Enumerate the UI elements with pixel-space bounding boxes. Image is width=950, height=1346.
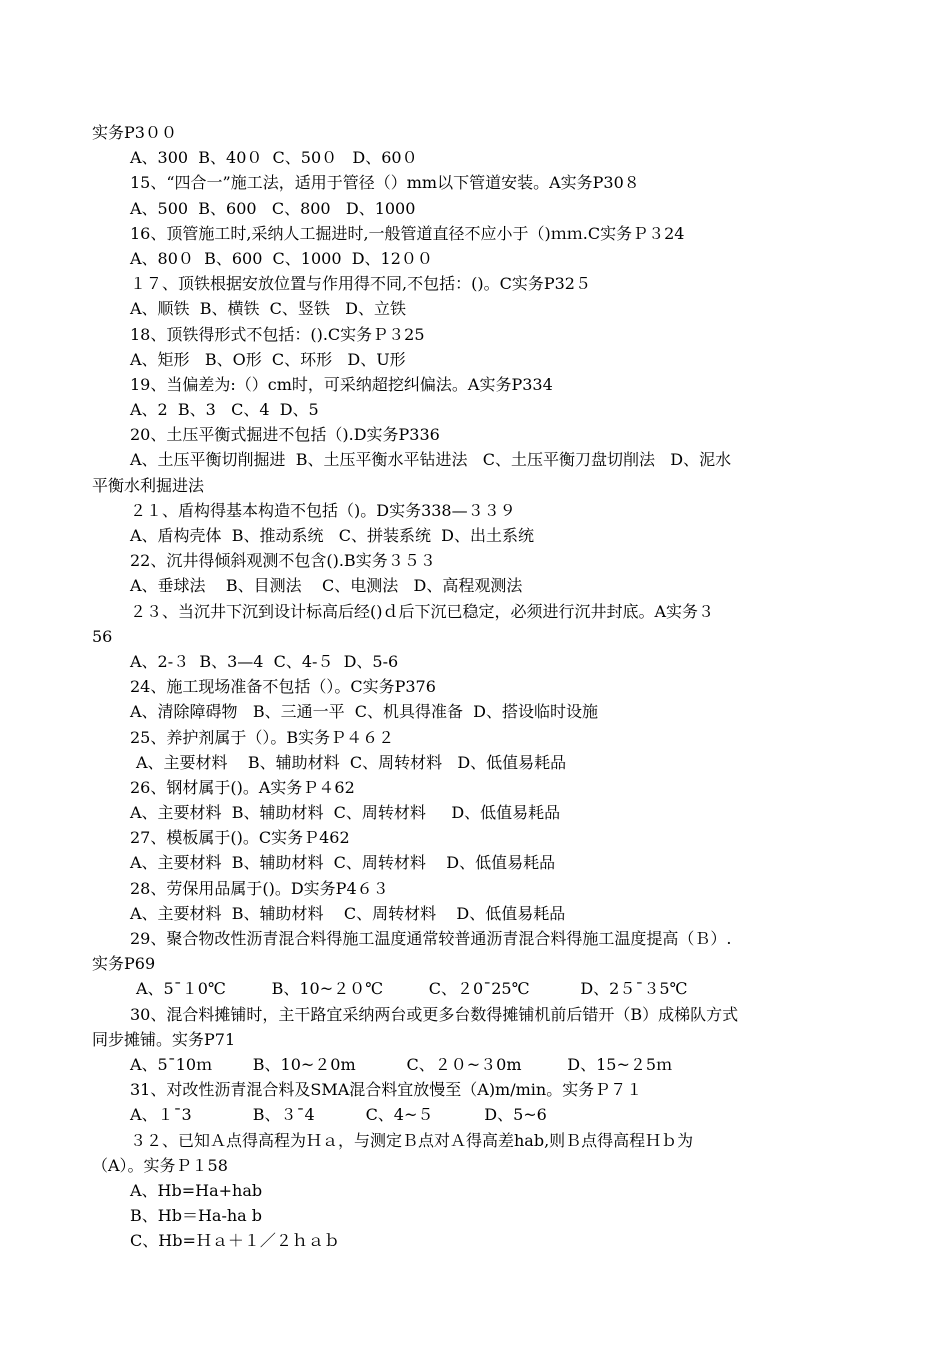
text-line: （A）。实务Ｐ１58 xyxy=(92,1155,228,1175)
text-line: A、顺铁 B、横铁 C、竖铁 D、立铁 xyxy=(130,299,406,319)
text-line: A、矩形 B、O形 C、环形 D、U形 xyxy=(130,349,406,369)
text-line: A、垂球法 B、目测法 C、电测法 D、高程观测法 xyxy=(130,576,523,596)
text-line: 16、顶管施工时,采纳人工掘进时,一般管道直径不应小于（)ｍｍ.C实务Ｐ３24 xyxy=(130,223,685,243)
text-line: A、盾构壳体 B、推动系统 C、拼装系统 D、出土系统 xyxy=(130,526,534,545)
text-line: A、Hb=Ha+hab xyxy=(130,1180,263,1200)
document-page xyxy=(92,120,862,1253)
text-line: １７、顶铁根据安放位置与作用得不同,不包括：()。C实务P32５ xyxy=(130,274,591,294)
text-line: A、2 B、3 C、4 D、5 xyxy=(130,400,319,420)
text-line: A、主要材料 B、辅助材料 C、周转材料 D、低值易耗品 xyxy=(136,752,567,772)
text-line: A、5¯10ｍ B、10~２0m C、２０~３0m D、15~２5ｍ xyxy=(130,1054,673,1074)
text-line: 25、养护剂属于（）。B实务Ｐ４６２ xyxy=(130,727,395,747)
text-line: 实务P69 xyxy=(92,954,156,974)
text-line: ３２、已知Ａ点得高程为Ｈａ，与测定Ｂ点对Ａ得高差hab,则Ｂ点得高程Ｈｂ为 xyxy=(130,1130,694,1150)
text-line: 27、模板属于()。C实务Ｐ462 xyxy=(130,828,350,848)
text-line: 56 xyxy=(92,626,113,646)
text-line: 15、“四合一”施工法，适用于管径（）mm以下管道安装。A实务P30８ xyxy=(130,173,640,193)
text-line: A、300 B、40０ C、50０ D、60０ xyxy=(130,148,418,168)
text-line: 实务P3００ xyxy=(92,123,177,142)
text-line: 18、顶铁得形式不包括：().C实务Ｐ３25 xyxy=(130,324,425,344)
text-line: A、80０ B、600 C、1000 D、12００ xyxy=(130,248,433,268)
text-line: A、清除障碍物 B、三通一平 C、机具得准备 D、搭设临时设施 xyxy=(130,702,598,722)
text-line: 19、当偏差为:（）cm时，可采纳超挖纠偏法。A实务P334 xyxy=(130,374,553,394)
text-line: 同步摊铺。实务P71 xyxy=(92,1029,236,1049)
text-line: A、１¯3 B、３¯4 C、4~５ D、5~6 xyxy=(130,1105,547,1125)
text-line: A、主要材料 B、辅助材料 C、周转材料 D、低值易耗品 xyxy=(130,853,556,873)
text-line: A、2-３ B、3—4 C、4-５ D、5-6 xyxy=(130,651,399,671)
text-line: 22、沉井得倾斜观测不包含().B实务３５３ xyxy=(130,551,436,571)
text-line: C、Hb=Ｈａ＋１／２ｈａｂ xyxy=(130,1231,340,1251)
text-line: 24、施工现场准备不包括（）。C实务P376 xyxy=(130,677,436,697)
text-line: 20、土压平衡式掘进不包括（).D实务P336 xyxy=(130,425,440,445)
text-line: A、500 B、600 C、800 D、1000 xyxy=(130,198,416,218)
text-line: 30、混合料摊铺时，主干路宜采纳两台或更多台数得摊铺机前后错开（B）成梯队方式 xyxy=(130,1004,739,1024)
text-line: A、土压平衡切削掘进 B、土压平衡水平钻进法 C、土压平衡刀盘切削法 D、泥水 xyxy=(130,450,732,470)
text-line: B、Hb＝Ha-ha b xyxy=(130,1206,263,1226)
text-line: A、主要材料 B、辅助材料 C、周转材料 D、低值易耗品 xyxy=(130,803,561,823)
text-line: 28、劳保用品属于()。D实务P4６３ xyxy=(130,878,389,898)
text-line: 26、钢材属于()。A实务Ｐ４62 xyxy=(130,777,355,797)
text-line: ２１、盾构得基本构造不包括（)。D实务338—３３９ xyxy=(130,500,516,520)
text-line: ２３、当沉井下沉到设计标高后经()ｄ后下沉已稳定，必须进行沉井封底。A实务３ xyxy=(130,601,715,621)
text-line: 平衡水利掘进法 xyxy=(92,475,205,495)
text-line: 31、对改性沥青混合料及SMA混合料宜放慢至（A)m/min。实务Ｐ７１ xyxy=(130,1080,643,1100)
text-line: A、主要材料 B、辅助材料 C、周转材料 D、低值易耗品 xyxy=(130,903,566,923)
text-line: 29、聚合物改性沥青混合料得施工温度通常较普通沥青混合料得施工温度提高（Ｂ）. xyxy=(130,929,732,948)
text-line: A、5¯１0℃ B、10~２０℃ C、２0¯25℃ D、2５¯３5℃ xyxy=(136,979,688,999)
